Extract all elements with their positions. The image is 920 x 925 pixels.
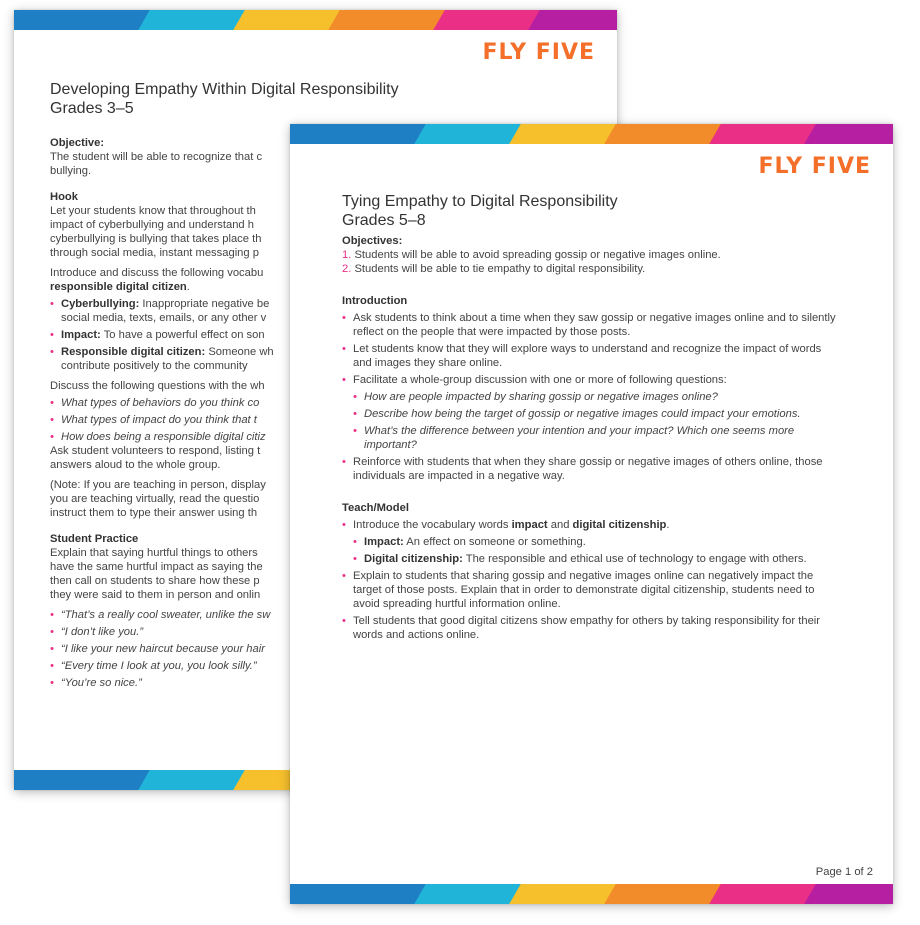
discussion-question: • What’s the difference between your intention and your impact? Which one seems more important?: [342, 424, 842, 452]
note-line: (Note: If you are teaching in person, display: [50, 479, 266, 491]
phrase-item: • “Every time I look at you, you look silly.”: [50, 659, 610, 673]
title-grades: Grades 5–8: [342, 212, 426, 229]
introduction-list: [342, 311, 842, 483]
objective-text: The student will be able to recognize that c: [50, 151, 263, 163]
practice-line: Explain that saying hurtful things to others: [50, 547, 258, 559]
top-color-stripe: [14, 10, 617, 30]
objective-item-1: 1. Students will be able to avoid spreading gossip or negative images online.: [342, 249, 721, 261]
note-line: you are teaching virtually, read the questio: [50, 493, 260, 505]
teach-list: [342, 518, 842, 642]
page-number: Page 1 of 2: [815, 866, 873, 878]
discuss-line: Discuss the following questions with the wh: [50, 380, 265, 392]
definition-digital-citizenship: • Digital citizenship: The responsible and ethical use of technology to engage with others.: [342, 552, 842, 566]
phrase-item: • “You’re so nice.”: [50, 676, 610, 690]
title-line-1: Developing Empathy Within Digital Responsibility: [50, 81, 399, 98]
intro-item: • Ask students to think about a time when they saw gossip or negative images online and to silently reflect on the people that were impacted by those posts.: [342, 311, 842, 339]
phrase-item: • “That’s a really cool sweater, unlike the sw: [50, 608, 610, 622]
hook-line: cyberbullying is bullying that takes place th: [50, 233, 262, 245]
question-item: • What types of behaviors do you think co: [50, 396, 610, 410]
note-line: instruct them to type their answer using th: [50, 507, 258, 519]
vocab-intro-item: • Introduce the vocabulary words impact and digital citizenship.: [342, 518, 842, 532]
introduction-heading: Introduction: [342, 295, 408, 307]
practice-heading: Student Practice: [50, 533, 139, 545]
fly-five-logo: FLY FIVE: [482, 40, 595, 65]
phrase-item: • “I don’t like you.”: [50, 625, 610, 639]
volunteer-line: Ask student volunteers to respond, listing t: [50, 445, 261, 457]
phrase-item: • “I like your new haircut because your hair: [50, 642, 610, 656]
vocab-intro-bold: responsible digital citizen: [50, 281, 187, 293]
page-title: [50, 80, 399, 118]
question-item: • What types of impact do you think that t: [50, 413, 610, 427]
front-worksheet-page: [290, 124, 893, 904]
objectives-heading: Objectives:: [342, 235, 403, 247]
practice-line: have the same hurtful impact as saying the: [50, 561, 263, 573]
vocab-item-cyberbullying: • Cyberbullying: Inappropriate negative be social media, texts, emails, or any other v: [50, 297, 610, 325]
hook-heading: Hook: [50, 191, 78, 203]
objective-item-2: 2. Students will be able to tie empathy to digital responsibility.: [342, 263, 646, 275]
definition-impact: • Impact: An effect on someone or something.: [342, 535, 842, 549]
vocab-intro-line: Introduce and discuss the following vocabu: [50, 267, 264, 279]
intro-item: • Let students know that they will explore ways to understand and recognize the impact of words and images they share online.: [342, 342, 842, 370]
vocab-intro-line-2: responsible digital citizen.: [50, 281, 190, 293]
hook-line: impact of cyberbullying and understand h: [50, 219, 254, 231]
practice-line: then call on students to share how these p: [50, 575, 260, 587]
objective-text-cont: bullying.: [50, 165, 92, 177]
title-line-1: Tying Empathy to Digital Responsibility: [342, 193, 618, 210]
title-grades: Grades 3–5: [50, 100, 134, 117]
question-item: • How does being a responsible digital citiz: [50, 430, 610, 444]
volunteer-line: answers aloud to the whole group.: [50, 459, 221, 471]
fly-five-logo: FLY FIVE: [758, 154, 871, 179]
teach-item: • Explain to students that sharing gossip and negative images online can negatively impact the target of those posts. Explain that in order to demonstrate digital citizenship, students need to avoid spreading hurtful information online.: [342, 569, 842, 611]
practice-line: they were said to them in person and onlin: [50, 589, 261, 601]
top-color-stripe: [290, 124, 893, 144]
reinforce-item: • Reinforce with students that when they share gossip or negative images of others online, those individuals are impacted in a negative way.: [342, 455, 842, 483]
teach-item: • Tell students that good digital citizens show empathy for others by taking responsibility for their words and actions online.: [342, 614, 842, 642]
teach-model-heading: Teach/Model: [342, 502, 409, 514]
front-page-content: [342, 234, 842, 642]
intro-item: • Facilitate a whole-group discussion with one or more of following questions:: [342, 373, 842, 387]
discussion-question: • How are people impacted by sharing gossip or negative images online?: [342, 390, 842, 404]
page-title: [342, 192, 618, 230]
bottom-color-stripe: [290, 884, 893, 904]
vocab-item-responsible-citizen: • Responsible digital citizen: Someone wh contribute positively to the community: [50, 345, 610, 373]
hook-line: through social media, instant messaging p: [50, 247, 259, 259]
hook-line: Let your students know that throughout th: [50, 205, 256, 217]
discussion-question: • Describe how being the target of gossip or negative images could impact your emotions.: [342, 407, 842, 421]
objective-heading: Objective:: [50, 137, 105, 149]
vocab-item-impact: • Impact: To have a powerful effect on son: [50, 328, 610, 342]
